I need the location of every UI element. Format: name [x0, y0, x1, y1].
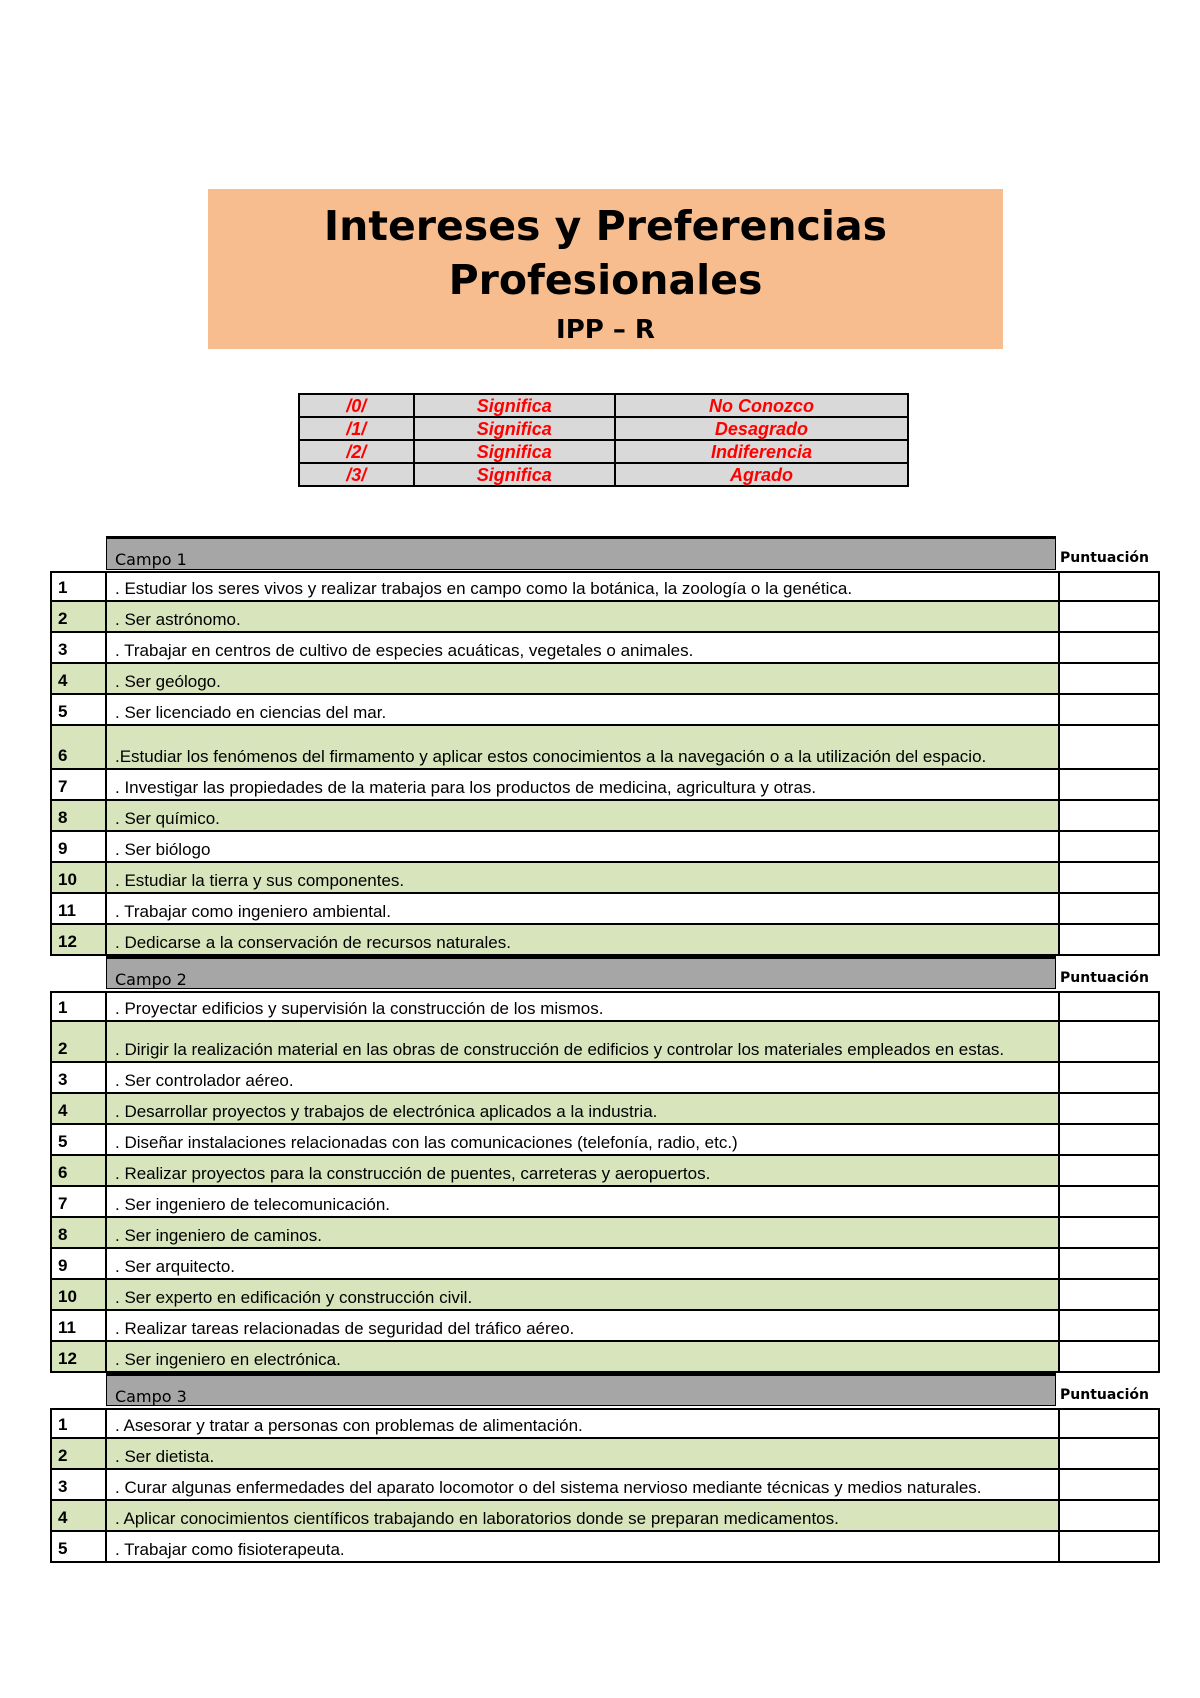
question-text: . Investigar las propiedades de la materia para los productos de medicina, agricultura y otras. — [115, 778, 817, 797]
question-text: . Dedicarse a la conservación de recursos naturales. — [107, 925, 1058, 954]
legend-mid: Significa — [414, 463, 615, 486]
question-row — [50, 602, 1160, 633]
question-row — [50, 1218, 1160, 1249]
question-text: . Ser ingeniero de telecomunicación. — [115, 1195, 390, 1214]
question-number: 10 — [50, 863, 107, 892]
question-number: 10 — [50, 1280, 107, 1309]
score-input-cell[interactable] — [1058, 1063, 1160, 1092]
question-number: 1 — [50, 573, 107, 600]
question-number: 4 — [50, 1094, 107, 1123]
legend-mid: Significa — [414, 440, 615, 463]
question-number: 4 — [50, 1501, 107, 1530]
question-row — [50, 1187, 1160, 1218]
question-row — [50, 1470, 1160, 1501]
question-text: . Ser químico. — [107, 801, 1058, 830]
question-row — [50, 991, 1160, 1022]
question-number: 7 — [50, 770, 107, 799]
question-number: 6 — [50, 726, 107, 768]
score-input-cell[interactable] — [1058, 894, 1160, 923]
question-number: 2 — [50, 602, 107, 631]
question-row — [50, 633, 1160, 664]
title-banner — [208, 189, 1003, 349]
campo-header — [50, 956, 1160, 991]
question-number: 11 — [50, 894, 107, 923]
question-text: . Estudiar los seres vivos y realizar trabajos en campo como la botánica, la zoología o la genética. — [115, 579, 853, 598]
score-input-cell[interactable] — [1058, 993, 1160, 1020]
score-input-cell[interactable] — [1058, 573, 1160, 600]
question-number: 8 — [50, 801, 107, 830]
question-number: 4 — [50, 664, 107, 693]
question-text: . Proyectar edificios y supervisión la construcción de los mismos. — [115, 999, 604, 1018]
question-number: 6 — [50, 1156, 107, 1185]
question-text: . Ser geólogo. — [107, 664, 1058, 693]
question-text: . Ser ingeniero en electrónica. — [107, 1342, 1058, 1371]
question-text: .Estudiar los fenómenos del firmamento y aplicar estos conocimientos a la navegación o a la utilización del espacio. — [107, 726, 1058, 768]
question-row — [50, 1501, 1160, 1532]
question-row — [50, 770, 1160, 801]
legend-meaning: Indiferencia — [615, 440, 908, 463]
question-text: . Desarrollar proyectos y trabajos de electrónica aplicados a la industria. — [107, 1094, 1058, 1123]
legend-meaning: Agrado — [615, 463, 908, 486]
question-number: 9 — [50, 1249, 107, 1278]
title-line-2: Profesionales — [448, 256, 763, 304]
score-input-cell[interactable] — [1058, 925, 1160, 954]
legend-meaning: Desagrado — [615, 417, 908, 440]
question-number: 3 — [50, 633, 107, 662]
question-number: 8 — [50, 1218, 107, 1247]
question-text: . Ser licenciado en ciencias del mar. — [115, 703, 387, 722]
score-input-cell[interactable] — [1058, 1439, 1160, 1468]
question-number: 12 — [50, 1342, 107, 1371]
score-input-cell[interactable] — [1058, 1249, 1160, 1278]
question-row — [50, 1094, 1160, 1125]
question-number: 1 — [50, 1410, 107, 1437]
legend-row — [299, 417, 908, 440]
question-number: 3 — [50, 1063, 107, 1092]
score-input-cell[interactable] — [1058, 695, 1160, 724]
score-input-cell[interactable] — [1058, 801, 1160, 830]
legend-code: /1/ — [299, 417, 414, 440]
question-row — [50, 1439, 1160, 1470]
legend-table — [298, 393, 909, 487]
score-input-cell[interactable] — [1058, 832, 1160, 861]
questionnaire — [50, 536, 1160, 1563]
score-input-cell[interactable] — [1058, 1280, 1160, 1309]
campo-header — [50, 536, 1160, 571]
legend-mid: Significa — [414, 417, 615, 440]
question-row — [50, 925, 1160, 956]
question-text: . Ser biólogo — [115, 840, 211, 859]
legend-row — [299, 440, 908, 463]
score-input-cell[interactable] — [1058, 726, 1160, 768]
legend-code: /2/ — [299, 440, 414, 463]
score-input-cell[interactable] — [1058, 863, 1160, 892]
question-number: 2 — [50, 1439, 107, 1468]
question-text: . Ser arquitecto. — [115, 1257, 236, 1276]
score-input-cell[interactable] — [1058, 1156, 1160, 1185]
question-number: 3 — [50, 1470, 107, 1499]
question-number: 2 — [50, 1022, 107, 1061]
question-row — [50, 1280, 1160, 1311]
score-input-cell[interactable] — [1058, 1218, 1160, 1247]
score-input-cell[interactable] — [1058, 1342, 1160, 1371]
question-text: . Diseñar instalaciones relacionadas con las comunicaciones (telefonía, radio, etc.) — [115, 1133, 738, 1152]
question-row — [50, 832, 1160, 863]
question-number: 11 — [50, 1311, 107, 1340]
question-row — [50, 1532, 1160, 1563]
score-input-cell[interactable] — [1058, 1410, 1160, 1437]
question-text: . Realizar proyectos para la construcción de puentes, carreteras y aeropuertos. — [107, 1156, 1058, 1185]
question-text: . Aplicar conocimientos científicos trabajando en laboratorios donde se preparan medicamentos. — [107, 1501, 1058, 1530]
question-number: 1 — [50, 993, 107, 1020]
question-row — [50, 1156, 1160, 1187]
score-input-cell[interactable] — [1058, 1125, 1160, 1154]
question-text: . Ser controlador aéreo. — [115, 1071, 294, 1090]
question-row — [50, 571, 1160, 602]
score-column-label: Puntuación — [1060, 970, 1149, 986]
question-text: . Trabajar como ingeniero ambiental. — [115, 902, 391, 921]
question-number: 7 — [50, 1187, 107, 1216]
question-row — [50, 863, 1160, 894]
question-row — [50, 1311, 1160, 1342]
question-row — [50, 801, 1160, 832]
score-input-cell[interactable] — [1058, 602, 1160, 631]
question-row — [50, 664, 1160, 695]
question-text: . Realizar tareas relacionadas de seguridad del tráfico aéreo. — [115, 1319, 575, 1338]
campo-title: Campo 1 — [106, 536, 1056, 570]
campo-title: Campo 2 — [106, 956, 1056, 989]
question-text: . Trabajar en centros de cultivo de especies acuáticas, vegetales o animales. — [115, 641, 694, 660]
question-text: . Asesorar y tratar a personas con problemas de alimentación. — [115, 1416, 583, 1435]
title-subtitle: IPP – R — [556, 315, 655, 345]
score-input-cell[interactable] — [1058, 1501, 1160, 1530]
score-input-cell[interactable] — [1058, 633, 1160, 662]
question-number: 5 — [50, 695, 107, 724]
question-row — [50, 695, 1160, 726]
question-row — [50, 1342, 1160, 1373]
question-text: . Ser ingeniero de caminos. — [107, 1218, 1058, 1247]
question-text: . Ser astrónomo. — [107, 602, 1058, 631]
campo-header — [50, 1373, 1160, 1408]
question-number: 5 — [50, 1532, 107, 1561]
legend-code: /0/ — [299, 394, 414, 417]
title-line-1: Intereses y Preferencias — [323, 202, 888, 250]
question-text: . Estudiar la tierra y sus componentes. — [107, 863, 1058, 892]
question-row — [50, 894, 1160, 925]
question-row — [50, 1125, 1160, 1156]
score-input-cell[interactable] — [1058, 770, 1160, 799]
question-text: . Dirigir la realización material en las obras de construcción de edificios y controlar los materiales empleados en estas. — [107, 1022, 1058, 1061]
legend-row — [299, 463, 908, 486]
legend-mid: Significa — [414, 394, 615, 417]
score-input-cell[interactable] — [1058, 1187, 1160, 1216]
question-row — [50, 1249, 1160, 1280]
score-column-label: Puntuación — [1060, 550, 1149, 566]
question-text: . Curar algunas enfermedades del aparato locomotor o del sistema nervioso mediante técnicas y medios naturales. — [115, 1478, 982, 1497]
campo-title: Campo 3 — [106, 1373, 1056, 1406]
legend-meaning: No Conozco — [615, 394, 908, 417]
score-input-cell[interactable] — [1058, 1470, 1160, 1499]
legend-code: /3/ — [299, 463, 414, 486]
question-row — [50, 726, 1160, 770]
question-row — [50, 1408, 1160, 1439]
score-input-cell[interactable] — [1058, 1532, 1160, 1561]
score-column-label: Puntuación — [1060, 1387, 1149, 1403]
score-input-cell[interactable] — [1058, 1094, 1160, 1123]
question-text: . Trabajar como fisioterapeuta. — [115, 1540, 345, 1559]
question-text: . Ser dietista. — [107, 1439, 1058, 1468]
score-input-cell[interactable] — [1058, 1022, 1160, 1061]
question-row — [50, 1022, 1160, 1063]
question-number: 9 — [50, 832, 107, 861]
question-number: 5 — [50, 1125, 107, 1154]
legend-row — [299, 394, 908, 417]
score-input-cell[interactable] — [1058, 664, 1160, 693]
question-text: . Ser experto en edificación y construcción civil. — [107, 1280, 1058, 1309]
question-number: 12 — [50, 925, 107, 954]
question-row — [50, 1063, 1160, 1094]
score-input-cell[interactable] — [1058, 1311, 1160, 1340]
